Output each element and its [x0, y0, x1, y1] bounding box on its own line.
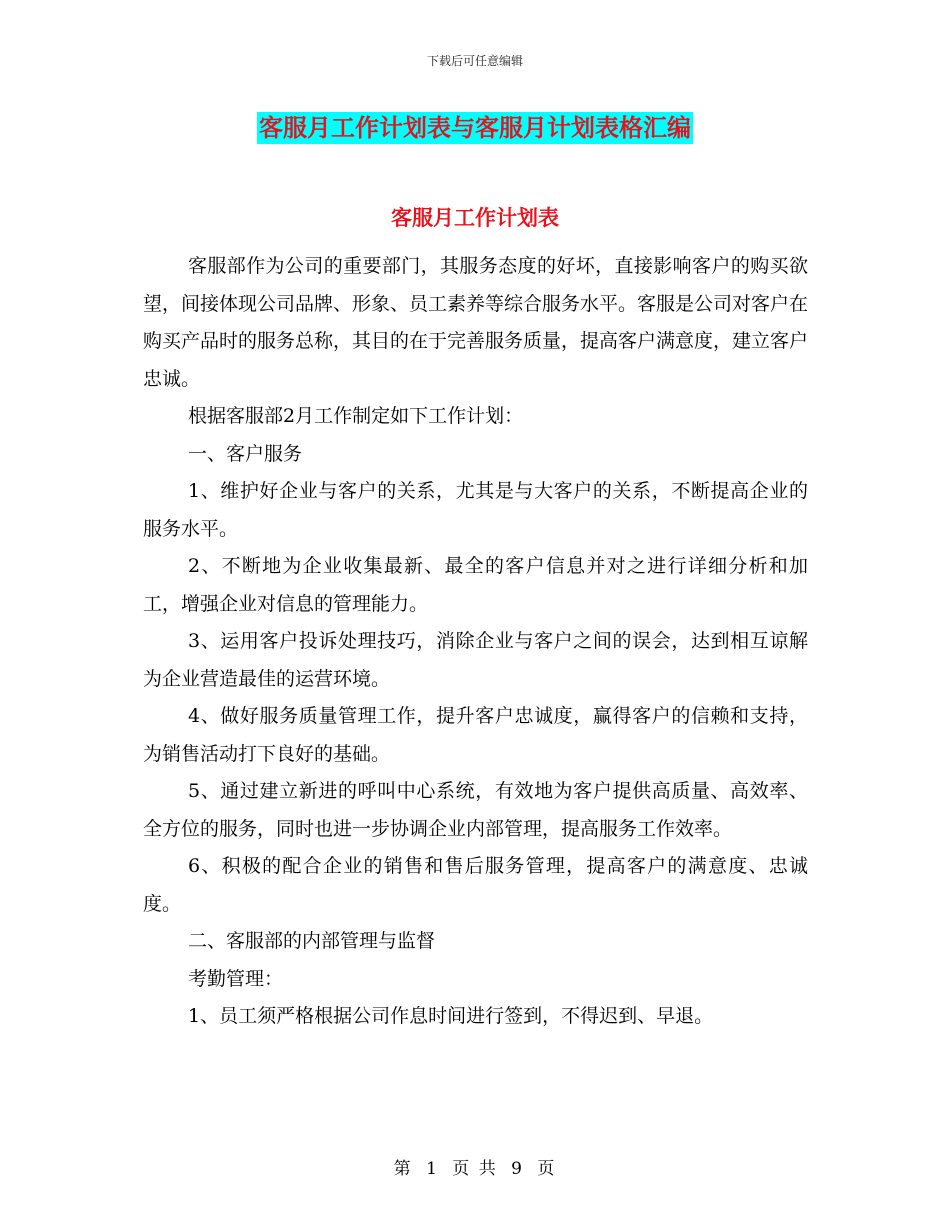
footer-prefix: 第 [393, 1159, 413, 1179]
paragraph-intro: 客服部作为公司的重要部门，其服务态度的好坏，直接影响客户的购买欲望，间接体现公司品牌、形象、员工素养等综合服务水平。客服是公司对客户在购买产品时的服务总称，其目的在于完善服务质量，提高客户满意度，建立客户忠诚。 [143, 255, 809, 390]
paragraph-item-1: 1、维护好企业与客户的关系，尤其是与大客户的关系，不断提高企业的服务水平。 [143, 480, 808, 540]
paragraph-item-2: 2、不断地为企业收集最新、最全的客户信息并对之进行详细分析和加工，增强企业对信息的管理能力。 [143, 555, 808, 615]
paragraph-attendance-1: 1、员工须严格根据公司作息时间进行签到，不得迟到、早退。 [188, 1005, 714, 1027]
footer-suffix: 页 [537, 1159, 557, 1179]
paragraph-item-5: 5、通过建立新进的呼叫中心系统，有效地为客户提供高质量、高效率、全方位的服务，同时也进一步协调企业内部管理，提高服务工作效率。 [143, 780, 808, 840]
header-note: 下载后可任意编辑 [426, 54, 523, 68]
page-total: 9 [511, 1159, 524, 1179]
section-title: 客服月工作计划表 [391, 206, 559, 230]
main-title-wrap [0, 112, 950, 144]
heading-internal-management: 二、客服部的内部管理与监督 [188, 930, 436, 952]
document-body [143, 248, 808, 1036]
heading-attendance: 考勤管理： [188, 967, 284, 990]
paragraph-item-3: 3、运用客户投诉处理技巧，消除企业与客户之间的误会，达到相互谅解为企业营造最佳的运营环境。 [143, 630, 808, 690]
page-number: 1 [426, 1159, 439, 1179]
paragraph-item-6: 6、积极的配合企业的销售和售后服务管理，提高客户的满意度、忠诚度。 [143, 855, 808, 915]
paragraph-item-4: 4、做好服务质量管理工作，提升客户忠诚度，赢得客户的信赖和支持，为销售活动打下良好的基础。 [143, 705, 808, 765]
document-title: 客服月工作计划表与客服月计划表格汇编 [259, 114, 691, 142]
paragraph-plan-intro: 根据客服部2月工作制定如下工作计划： [188, 405, 524, 427]
page-footer [0, 1154, 950, 1179]
heading-customer-service: 一、客户服务 [188, 442, 303, 465]
footer-mid: 页 共 [452, 1159, 498, 1179]
